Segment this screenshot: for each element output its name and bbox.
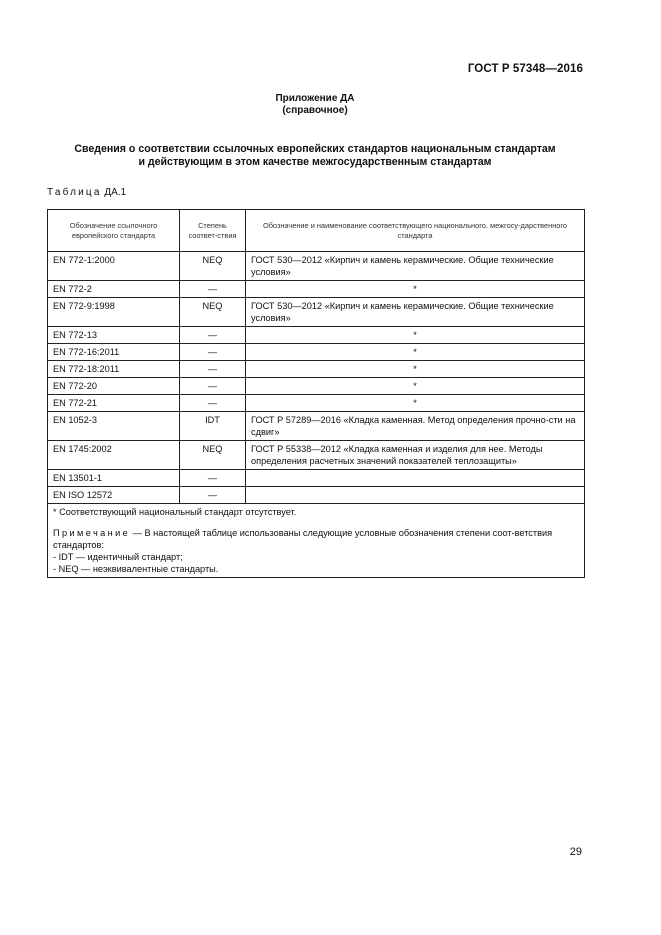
cell-national-standard: * [246,361,585,378]
table-row [48,281,585,298]
cell-reference-standard: EN 772-18:2011 [48,361,180,378]
cell-national-standard: ГОСТ Р 55338—2012 «Кладка каменная и изделия для нее. Методы определения расчетных значений показателей теплозащиты» [246,441,585,470]
cell-national-standard: ГОСТ 530—2012 «Кирпич и камень керамические. Общие технические условия» [246,298,585,327]
cell-reference-standard: EN 772-9:1998 [48,298,180,327]
section-title-line-1: Сведения о соответствии ссылочных европейских стандартов национальным стандартам [74,143,556,155]
cell-reference-standard: EN 1745:2002 [48,441,180,470]
section-title [0,143,630,169]
note-text: — В настоящей таблице использованы следующие условные обозначения степени соот-ветствия стандартов: [53,528,553,550]
table-row [48,378,585,395]
appendix-title: Приложение ДА [275,93,355,104]
cell-national-standard: * [246,281,585,298]
section-title-line-2: и действующим в этом качестве межгосударственным стандартам [138,156,492,168]
table-row [48,327,585,344]
header-degree: Степень соответ-ствия [180,210,246,252]
cell-degree: — [180,327,246,344]
cell-degree: — [180,378,246,395]
table-row [48,441,585,470]
cell-degree: — [180,470,246,487]
table-header-row [48,210,585,252]
table-footnote-cell [48,504,585,578]
note-item-idt: - IDT — идентичный стандарт; [53,552,183,562]
cell-national-standard [246,470,585,487]
header-national-standard: Обозначение и наименование соответствующего национального. межгосу-дарственного стандарта [246,210,585,252]
document-code: ГОСТ Р 57348—2016 [467,63,583,75]
note-label: Примечание [53,528,131,538]
cell-national-standard: * [246,344,585,361]
cell-national-standard: ГОСТ 530—2012 «Кирпич и камень керамические. Общие технические условия» [246,252,585,281]
cell-degree: IDT [180,412,246,441]
cell-reference-standard: EN 772-21 [48,395,180,412]
cell-national-standard: * [246,395,585,412]
table-row [48,344,585,361]
cell-national-standard: * [246,378,585,395]
appendix-heading [0,93,630,117]
cell-national-standard: * [246,327,585,344]
table-row [48,487,585,504]
cell-reference-standard: EN 772-2 [48,281,180,298]
cell-reference-standard: EN 1052-3 [48,412,180,441]
cell-reference-standard: EN 772-16:2011 [48,344,180,361]
table-caption-id: ДА.1 [104,187,127,198]
cell-national-standard [246,487,585,504]
cell-degree: — [180,361,246,378]
cell-reference-standard: EN 772-1:2000 [48,252,180,281]
cell-degree: — [180,281,246,298]
table-row [48,252,585,281]
cell-degree: NEQ [180,298,246,327]
cell-reference-standard: EN 13501-1 [48,470,180,487]
cell-degree: — [180,344,246,361]
cell-national-standard: ГОСТ Р 57289—2016 «Кладка каменная. Метод определения прочно-сти на сдвиг» [246,412,585,441]
header-reference-standard: Обозначение ссылочного европейского стандарта [48,210,180,252]
table-row [48,412,585,441]
cell-degree: — [180,395,246,412]
footnote: * Соответствующий национальный стандарт отсутствует. [53,507,297,517]
cell-reference-standard: EN 772-20 [48,378,180,395]
cell-degree: NEQ [180,441,246,470]
table-row [48,298,585,327]
table-note [53,527,579,575]
table-row [48,361,585,378]
appendix-subtitle: (справочное) [282,105,348,116]
page-number: 29 [569,846,582,858]
note-item-neq: - NEQ — неэквивалентные стандарты. [53,564,219,574]
table-row [48,395,585,412]
cell-reference-standard: EN 772-13 [48,327,180,344]
cell-reference-standard: EN ISO 12572 [48,487,180,504]
table-caption-prefix: Таблица [47,187,102,198]
cell-degree: NEQ [180,252,246,281]
correspondence-table [47,209,585,578]
table-footnote-row [48,504,585,578]
cell-degree: — [180,487,246,504]
table-caption [47,187,126,198]
table-body [48,252,585,578]
table-row [48,470,585,487]
